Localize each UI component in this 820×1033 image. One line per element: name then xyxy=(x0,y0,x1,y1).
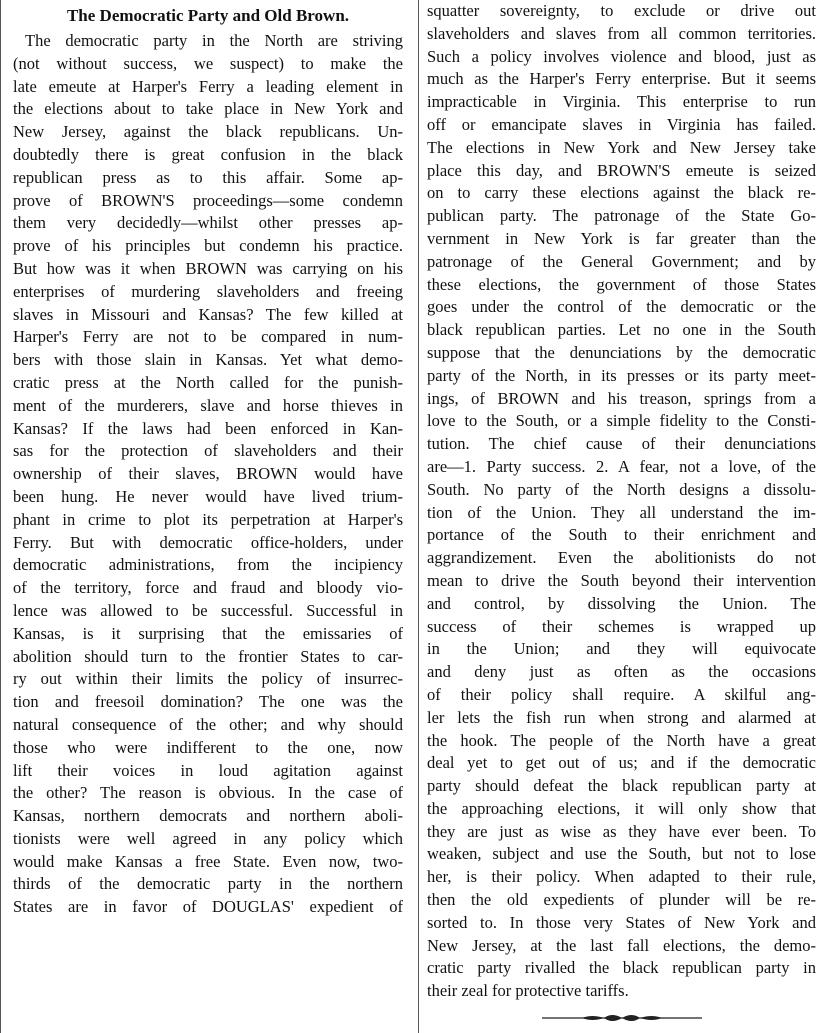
text-line: deal yet to get out of us; and if the democratic xyxy=(427,753,816,773)
text-line: and deny just as often as the occasions xyxy=(427,662,816,682)
text-line: of their policy shall require. A skilful ang- xyxy=(427,684,816,704)
text-line: Such a policy involves violence and blood, just as xyxy=(427,46,816,66)
text-line: goes under the control of the democratic or the xyxy=(427,297,816,317)
text-line: success of their schemes is wrapped up xyxy=(427,616,816,636)
text-line: much as the Harper's Ferry enterprise. But it seems xyxy=(427,69,816,89)
text-line: sas for the protection of slaveholders and their xyxy=(13,441,403,461)
text-line: (not without success, we suspect) to make the xyxy=(13,53,403,73)
text-line: Kansas, is it surprising that the emissaries of xyxy=(13,623,403,643)
text-line: portance of the South to their enrichment and xyxy=(427,525,816,545)
article-title: The Democratic Party and Old Brown. xyxy=(66,6,350,25)
text-line: thirds of the democratic party in the northern xyxy=(13,874,403,894)
text-line: enterprises of murdering slaveholders and freeing xyxy=(13,281,403,301)
text-line: late emeute at Harper's Ferry a leading element in xyxy=(13,76,403,96)
text-line: the elections about to take place in New York and xyxy=(13,99,403,119)
text-line: would make Kansas a free State. Even now, two- xyxy=(13,851,403,871)
text-line: of the territory, force and fraud and bloody vio- xyxy=(13,578,403,598)
text-line: abolition should turn to the frontier States to car- xyxy=(13,646,403,666)
text-line: those who were indifferent to the one, now xyxy=(13,737,403,757)
text-line: slaves in Missouri and Kansas? The few killed at xyxy=(13,304,403,324)
right-column-text xyxy=(427,0,816,1003)
text-line: publican party. The patronage of the State Go- xyxy=(427,206,816,226)
text-line: place this day, and BROWN'S emeute is seized xyxy=(427,160,816,180)
text-line: But how was it when BROWN was carrying on his xyxy=(13,258,403,278)
text-line: New Jersey, at the last fall elections, the demo- xyxy=(427,935,816,955)
text-line: the other? The reason is obvious. In the case of xyxy=(13,783,403,803)
text-line: suppose that the denunciations by the democratic xyxy=(427,342,816,362)
text-line: and control, by dissolving the Union. The xyxy=(427,593,816,613)
text-line: her, is their policy. When adapted to their rule, xyxy=(427,867,816,887)
text-line: The elections in New York and New Jersey take xyxy=(427,137,816,157)
right-column xyxy=(418,0,820,1033)
text-line: lift their voices in loud agitation against xyxy=(13,760,403,780)
text-line: they are just as wise as they have ever been. To xyxy=(427,821,816,841)
text-line: weaken, subject and use the South, but not to lose xyxy=(427,844,816,864)
text-line: the hook. The people of the North have a great xyxy=(427,730,816,750)
text-line: ment of the murderers, slave and horse thieves in xyxy=(13,395,403,415)
text-line: patronage of the General Government; and by xyxy=(427,251,816,271)
text-line: tionists were well agreed in any policy which xyxy=(13,828,403,848)
left-column-text xyxy=(13,30,403,919)
text-line: tution. The chief cause of their denunciations xyxy=(427,434,816,454)
text-line: ownership of their slaves, BROWN would have xyxy=(13,464,403,484)
text-line: black republican parties. Let no one in the South xyxy=(427,320,816,340)
text-line: ler lets the fish run when strong and alarmed at xyxy=(427,707,816,727)
text-line: mean to drive the South beyond their intervention xyxy=(427,570,816,590)
text-line: New Jersey, against the black republicans. Un- xyxy=(13,122,403,142)
text-line: cratic party rivalled the black republican party in xyxy=(427,958,816,978)
text-line: democratic administrations, from the incipiency xyxy=(13,555,403,575)
text-line: aggrandizement. Even the abolitionists do not xyxy=(427,548,816,568)
text-line: tion of the Union. They all understand the im- xyxy=(427,502,816,522)
text-line: these elections, the government of those States xyxy=(427,274,816,294)
text-line: slaveholders and slaves from all common territories. xyxy=(427,23,816,43)
text-line: The democratic party in the North are striving xyxy=(25,31,403,50)
text-line: are—1. Party success. 2. A fear, not a love, of the xyxy=(427,456,816,476)
text-line: love to the South, or a simple fidelity to the Consti- xyxy=(427,411,816,431)
text-line: party should defeat the black republican party at xyxy=(427,776,816,796)
text-line: ings, of BROWN and his treason, springs from a xyxy=(427,388,816,408)
text-line: phant in crime to plot its perpetration at Harper's xyxy=(13,509,403,529)
text-line: natural consequence of the other; and why should xyxy=(13,714,403,734)
text-line: Harper's Ferry are not to be compared in num- xyxy=(13,327,403,347)
text-line: bers with those slain in Kansas. Yet what demo- xyxy=(13,350,403,370)
text-line: then the old expedients of plunder will be re- xyxy=(427,890,816,910)
text-line: them very decidedly—whilst other presses ap- xyxy=(13,213,403,233)
text-line: in the Union; and they will equivocate xyxy=(427,639,816,659)
text-line: impracticable in Virginia. This enterprise to run xyxy=(427,92,816,112)
text-line: republican press as to this affair. Some ap- xyxy=(13,167,403,187)
text-line: Kansas? If the laws had been enforced in Kan- xyxy=(13,418,403,438)
text-line: squatter sovereignty, to exclude or drive out xyxy=(427,1,816,20)
end-ornament xyxy=(542,1011,702,1025)
text-line: party of the North, in its presses or its party meet- xyxy=(427,365,816,385)
text-line: prove of his principles but condemn his practice. xyxy=(13,236,403,256)
text-line: South. No party of the North designs a dissolu- xyxy=(427,479,816,499)
text-line: been hung. He never would have lived trium- xyxy=(13,486,403,506)
text-line: prove of BROWN'S proceedings—some condemn xyxy=(13,190,403,210)
text-line: tion and freesoil domination? The one was the xyxy=(13,692,403,712)
text-line: vernment in New York is far greater than the xyxy=(427,228,816,248)
text-line: lence was allowed to be successful. Successful in xyxy=(13,600,403,620)
text-line: sorted to. In those very States of New York and xyxy=(427,912,816,932)
text-line: their zeal for protective tariffs. xyxy=(427,981,629,1001)
text-line: States are in favor of DOUGLAS' expedient of xyxy=(13,897,403,917)
text-line: on to carry these elections against the black re- xyxy=(427,183,816,203)
text-line: doubtedly there is great confusion in the black xyxy=(13,144,403,164)
text-line: Kansas, northern democrats and northern aboli- xyxy=(13,806,403,826)
text-line: Ferry. But with democratic office-holders, under xyxy=(13,532,403,552)
text-line: ry out within their limits the policy of insurrec- xyxy=(13,669,403,689)
text-line: off or emancipate slaves in Virginia has failed. xyxy=(427,114,816,134)
text-line: cratic press at the North called for the punish- xyxy=(13,372,403,392)
text-line: the approaching elections, it will only show that xyxy=(427,798,816,818)
